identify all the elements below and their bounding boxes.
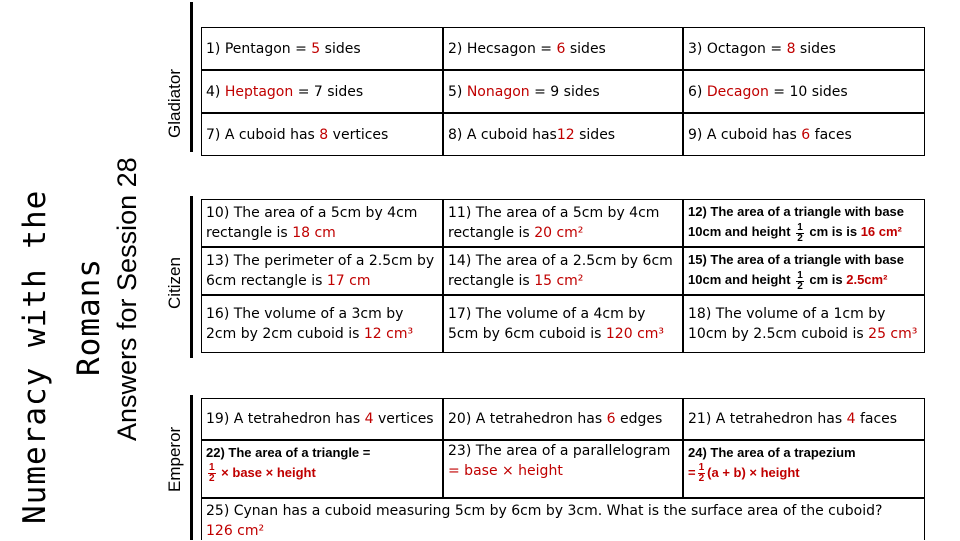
answer-cell-23: 23) The area of a parallelogram = base × height [443, 440, 683, 498]
level-citizen-label: Citizen [165, 257, 184, 309]
answer-cell-17: 17) The volume of a 4cm by 5cm by 6cm cuboid is 120 cm³ [443, 295, 683, 353]
answer-cell-11: 11) The area of a 5cm by 4cm rectangle is 20 cm² [443, 199, 683, 247]
answer-cell-7: 7) A cuboid has 8 vertices [201, 113, 443, 156]
fraction-half: $\frac{1}{2}$ [797, 221, 803, 244]
level-gladiator-label: Gladiator [165, 69, 184, 138]
answer-cell-10: 10) The area of a 5cm by 4cm rectangle is 18 cm [201, 199, 443, 247]
answer-cell-20: 20) A tetrahedron has 6 edges [443, 398, 683, 440]
title-line-1: Numeracy with the [17, 189, 53, 524]
answer-cell-15: 15) The area of a triangle with base 10cm and height $\frac{1}{2}$ cm is 2.5cm² [683, 247, 925, 295]
answer-cell-2: 2) Hecsagon = 6 sides [443, 27, 683, 70]
answer-cell-5: 5) Nonagon = 9 sides [443, 70, 683, 113]
answer-cell-1: 1) Pentagon = 5 sides [201, 27, 443, 70]
answer-cell-25: 25) Cynan has a cuboid measuring 5cm by 6cm by 3cm. What is the surface area of the cuboid? 126 cm² [201, 498, 925, 540]
answer-cell-21: 21) A tetrahedron has 4 faces [683, 398, 925, 440]
fraction-half: $\frac{1}{2}$ [698, 462, 705, 485]
answer-cell-13: 13) The perimeter of a 2.5cm by 6cm rectangle is 17 cm [201, 247, 443, 295]
answer-cell-18: 18) The volume of a 1cm by 10cm by 2.5cm cuboid is 25 cm³ [683, 295, 925, 353]
answer-cell-3: 3) Octagon = 8 sides [683, 27, 925, 70]
answer-cell-14: 14) The area of a 2.5cm by 6cm rectangle is 15 cm² [443, 247, 683, 295]
answer-cell-8: 8) A cuboid has12 sides [443, 113, 683, 156]
fraction-half: $\frac{1}{2}$ [209, 462, 215, 485]
answer-cell-9: 9) A cuboid has 6 faces [683, 113, 925, 156]
citizen-divider [190, 196, 193, 358]
session-subtitle: Answers for Session 28 [112, 157, 142, 441]
answer-cell-16: 16) The volume of a 3cm by 2cm by 2cm cuboid is 12 cm³ [201, 295, 443, 353]
title-line-2: Romans [71, 258, 107, 376]
answer-cell-12: 12) The area of a triangle with base 10cm and height $\frac{1}{2}$ cm is is 16 cm² [683, 199, 925, 247]
answer-cell-4: 4) Heptagon = 7 sides [201, 70, 443, 113]
answer-cell-6: 6) Decagon = 10 sides [683, 70, 925, 113]
gladiator-divider [190, 2, 193, 152]
emperor-divider [190, 395, 193, 540]
fraction-half: $\frac{1}{2}$ [797, 269, 803, 292]
level-emperor-label: Emperor [165, 426, 184, 492]
answer-cell-22: 22) The area of a triangle = $\frac{1}{2}$ × base × height [201, 440, 443, 498]
answer-cell-19: 19) A tetrahedron has 4 vertices [201, 398, 443, 440]
answer-cell-24: 24) The area of a trapezium = $\frac{1}{2}$ (a + b) × height [683, 440, 925, 498]
